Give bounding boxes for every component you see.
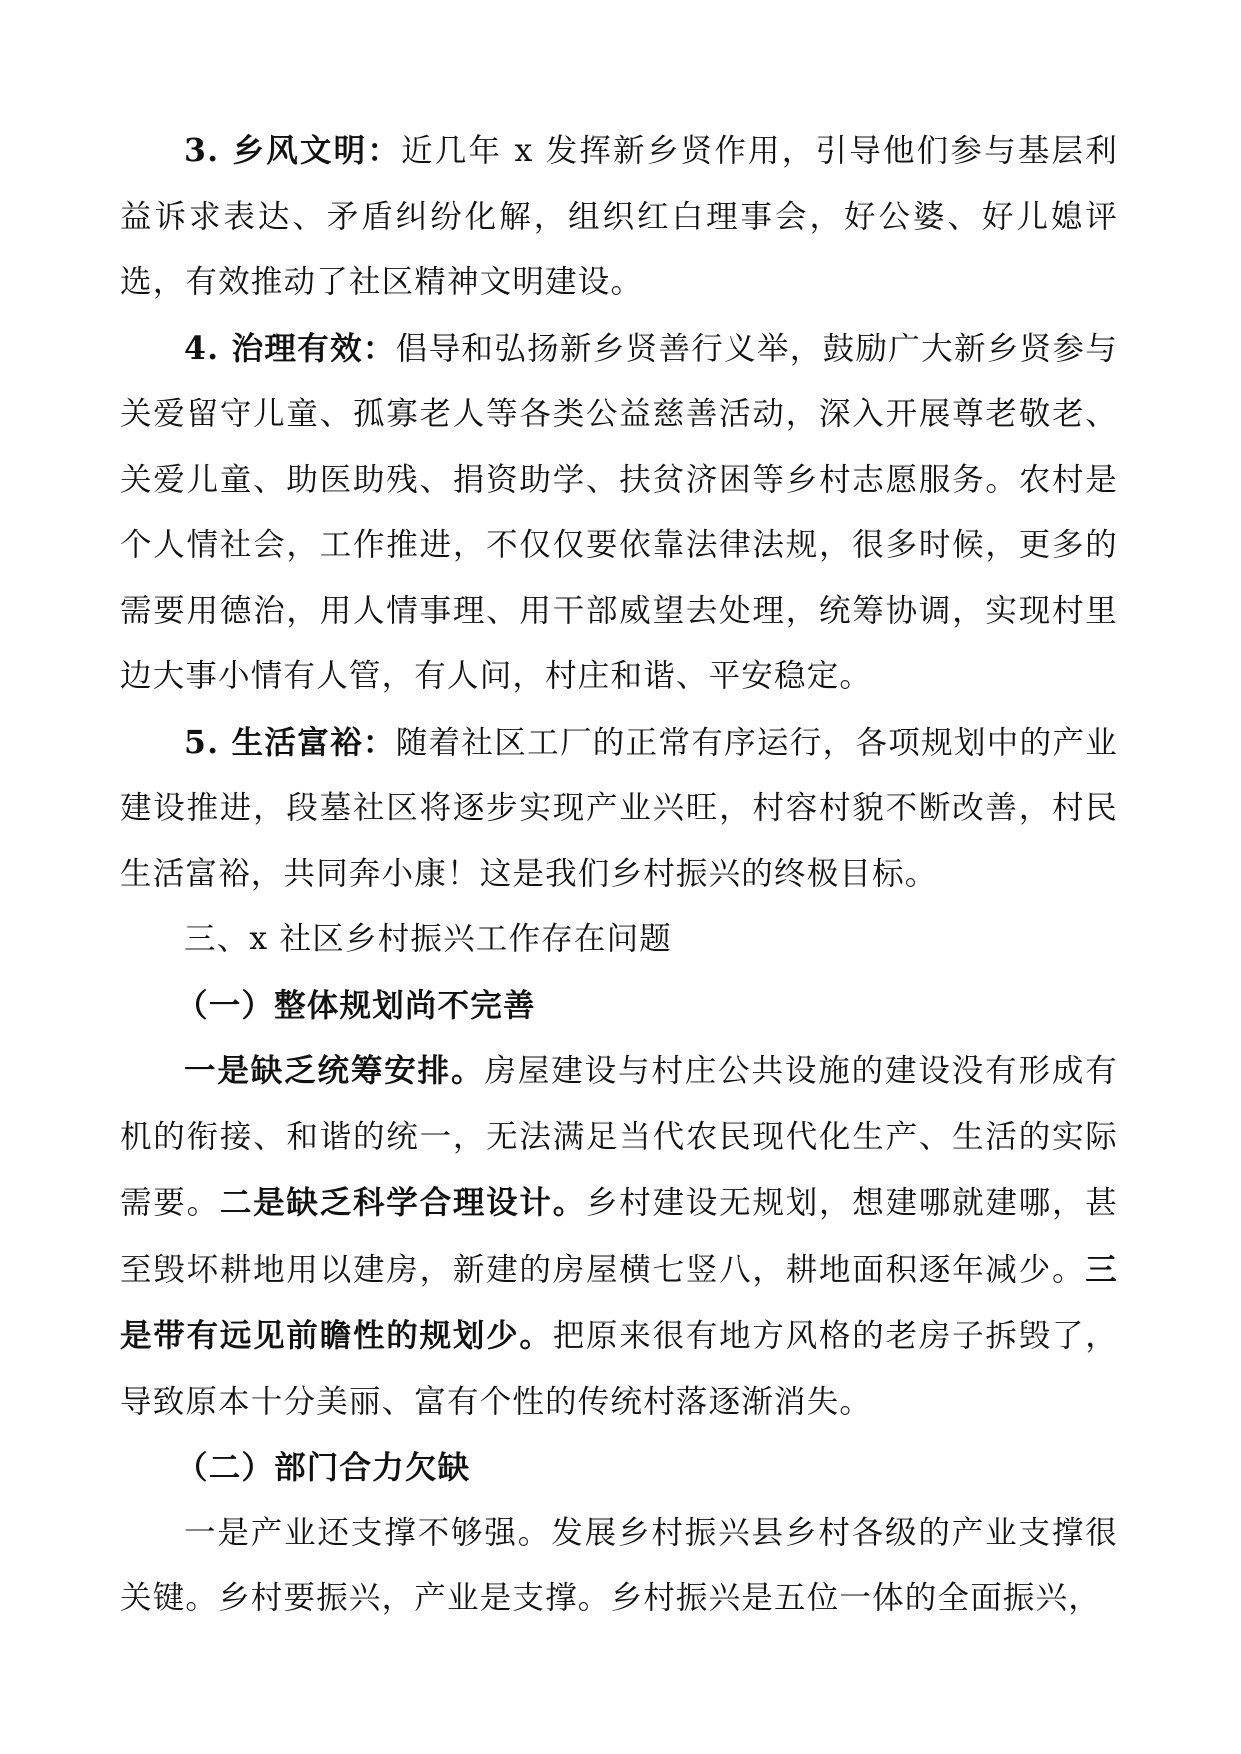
point-text: 把原来很有地方风格的老房子拆毁了，导致原本十分美丽、富有个性的传统村落逐渐消失。 [120, 1318, 1118, 1420]
point-heading: 二是缺乏科学合理设计。 [219, 1184, 587, 1221]
subsection-heading-departments: （二）部门合力欠缺 [176, 1449, 471, 1486]
paragraph-rural-civility [120, 118, 1118, 316]
paragraph-industry-support: 一是产业还支撑不够强。发展乡村振兴县乡村各级的产业支撑很关键。乡村要振兴，产业是支撑。乡村振兴是五位一体的全面振兴， [120, 1514, 1118, 1616]
paragraph-lead: 4. 治理有效： [184, 329, 396, 367]
paragraph-planning-issues [120, 1038, 1118, 1435]
paragraph-effective-governance [120, 316, 1118, 710]
paragraph-lead: 5. 生活富裕： [184, 723, 396, 761]
paragraph-text: 随着社区工厂的正常有序运行，各项规划中的产业建设推进，段墓社区将逐步实现产业兴旺，村容村貌不断改善，村民生活富裕，共同奔小康！这是我们乡村振兴的终极目标。 [120, 724, 1118, 892]
point-heading: 三是带有远见前瞻性的规划少。 [120, 1250, 1118, 1354]
subsection-heading-planning: （一）整体规划尚不完善 [176, 986, 536, 1024]
paragraph-prosperous-life [120, 710, 1118, 908]
section-heading: 三、x 社区乡村振兴工作存在问题 [184, 921, 672, 957]
paragraph-lead: 3. 乡风文明： [184, 132, 402, 169]
point-text: 房屋建设与村庄公共设施的建设没有形成有机的衔接、和谐的统一，无法满足当代农民现代化生产、生活的实际需要。 [120, 1053, 1118, 1221]
point-heading: 一是缺乏统筹安排。 [184, 1052, 485, 1089]
point-text: 乡村建设无规划，想建哪就建哪，甚至毁坏耕地用以建房，新建的房屋横七竖八，耕地面积逐年减少。 [120, 1185, 1119, 1288]
paragraph-text: 倡导和弘扬新乡贤善行义举，鼓励广大新乡贤参与关爱留守儿童、孤寡老人等各类公益慈善活动，深入开展尊老敬老、关爱儿童、助医助残、捐资助学、扶贫济困等乡村志愿服务。农村是个人情社会，工作推进，不仅仅要依靠法律法规，很多时候，更多的需要用德治，用人情事理、用干部威望去处理，统筹协调，实现村里边大事小情有人管，有人问，村庄和谐、平安稳定。 [120, 330, 1118, 694]
paragraph-text: 近几年 x 发挥新乡贤作用，引导他们参与基层利益诉求表达、矛盾纠纷化解，组织红白理事会，好公婆、好儿媳评选，有效推动了社区精神文明建设。 [120, 133, 1118, 300]
document-page [120, 118, 1118, 1632]
